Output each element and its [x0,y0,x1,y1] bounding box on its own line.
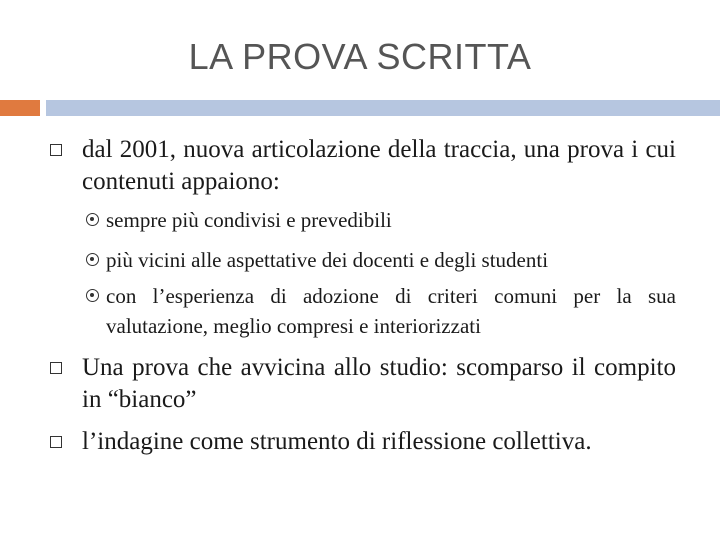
square-bullet-icon [50,436,62,448]
circle-bullet-icon [86,289,99,302]
title-divider-bar [46,100,720,116]
bullet-text: dal 2001, nuova articolazione della traccia, una prova i cui contenuti appaiono: [82,136,676,195]
subbullet-text: sempre più condivisi e prevedibili [106,208,392,232]
circle-bullet-icon [86,253,99,266]
subbullet-text: più vicini alle aspettative dei docenti e degli studenti [106,248,549,272]
square-bullet-icon [50,144,62,156]
bullet-text: Una prova che avvicina allo studio: scomparso il compito in “bianco” [82,354,676,413]
bullet-item-3 [50,426,676,458]
title-divider-accent [0,100,40,116]
slide-title: LA PROVA SCRITTA [188,36,532,77]
subbullet-item-2 [86,245,676,275]
circle-bullet-icon [86,213,99,226]
bullet-item-1 [50,134,676,198]
subbullet-text: con l’esperienza di adozione di criteri comuni per la sua valutazione, meglio compresi e interiorizzati [106,284,676,338]
subbullet-item-3 [86,281,676,341]
bullet-item-2 [50,352,676,416]
subbullet-item-1 [86,205,676,235]
bullet-text: l’indagine come strumento di riflessione collettiva. [82,428,592,455]
square-bullet-icon [50,362,62,374]
